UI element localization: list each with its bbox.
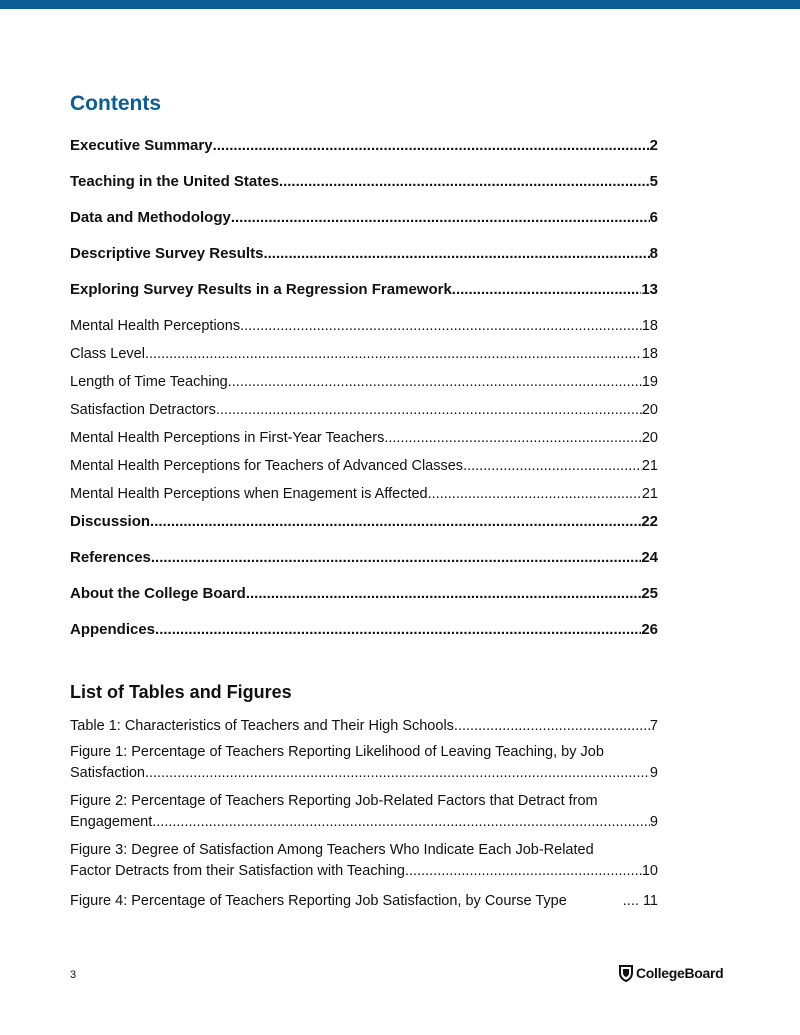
toc-entry-page: 20 [641,430,658,446]
dot-leader [145,342,642,366]
toc-entry-page: 25 [641,585,658,602]
toc-entry-title: Mental Health Perceptions when Enagement is Affected [70,486,428,502]
figure-entry-title-line2: Factor Detracts from their Satisfaction with Teaching [70,863,405,879]
figure-entry-page: 9 [649,814,658,830]
dot-leader: .... [622,893,639,909]
college-board-logo [618,964,723,982]
figure-entry-title-line1: Figure 1: Percentage of Teachers Reporting Likelihood of Leaving Teaching, by Job [70,744,604,760]
toc-entry-page: 21 [641,486,658,502]
dot-leader [428,482,642,506]
figure-entry-figure-1[interactable] [70,742,658,787]
toc-entry[interactable] [70,170,658,206]
figure-entry-figure-3[interactable] [70,840,658,885]
figure-entry-figure-2[interactable] [70,791,658,836]
figure-entry-page: 10 [641,863,658,879]
figure-entry-page: 11 [642,893,658,909]
toc-entry-title: Descriptive Survey Results [70,245,264,262]
dot-leader [213,134,650,158]
toc-entry-title: Satisfaction Detractors [70,402,216,418]
list-of-figures [70,714,658,913]
toc-entry-title: Mental Health Perceptions for Teachers of Advanced Classes [70,458,464,474]
logo-wordmark: CollegeBoard [636,965,724,981]
toc-entry[interactable] [70,134,658,170]
toc-entry-title: Class Level [70,346,145,362]
top-accent-bar [0,0,800,9]
dot-leader [263,242,649,266]
toc-entry-title: Length of Time Teaching [70,374,228,390]
toc-entry-page: 19 [641,374,658,390]
toc-entry-title: About the College Board [70,585,246,602]
toc-entry[interactable] [70,314,658,342]
toc-entry[interactable] [70,582,658,618]
toc-entry[interactable] [70,454,658,482]
dot-leader [145,763,650,784]
toc-entry-page: 20 [641,402,658,418]
figure-entry-table-1[interactable] [70,714,658,738]
dot-leader [405,861,642,882]
toc-entry[interactable] [70,342,658,370]
toc-entry-page: 6 [649,209,658,226]
toc-entry-title: Discussion [70,513,151,530]
toc-entry[interactable] [70,482,658,510]
figure-entry-title-line1: Figure 2: Percentage of Teachers Reporting Job-Related Factors that Detract from [70,793,598,809]
figures-heading: List of Tables and Figures [70,682,292,702]
dot-leader [216,398,642,422]
figure-entry-title: Table 1: Characteristics of Teachers and Their High Schools [70,718,454,734]
toc-entry-title: Mental Health Perceptions in First-Year Teachers [70,430,385,446]
toc-entry-page: 13 [641,281,658,298]
toc-entry-title: Executive Summary [70,137,213,154]
toc-entry-title: References [70,549,151,566]
figure-entry-title: Figure 4: Percentage of Teachers Reporting Job Satisfaction, by Course Type [70,893,567,909]
acorn-shield-icon [618,964,634,982]
dot-leader [384,426,642,450]
figure-entry-page: 7 [649,718,658,734]
figure-entry-figure-4[interactable] [70,889,658,913]
toc-entry[interactable] [70,278,658,314]
dot-leader [155,618,641,642]
toc-entry-page: 18 [641,318,658,334]
toc-entry[interactable] [70,618,658,654]
figure-entry-title-line1: Figure 3: Degree of Satisfaction Among Teachers Who Indicate Each Job-Related [70,842,594,858]
toc-entry-title: Exploring Survey Results in a Regression Framework [70,281,452,298]
dot-leader [452,278,642,302]
toc-entry-title: Data and Methodology [70,209,231,226]
dot-leader [151,546,641,570]
toc-entry-page: 26 [641,621,658,638]
toc-entry-page: 2 [649,137,658,154]
toc-entry[interactable] [70,426,658,454]
page-number: 3 [70,969,77,981]
figure-entry-title-line2: Engagement [70,814,153,830]
toc-entry-title: Teaching in the United States [70,173,279,190]
toc-entry-page: 24 [641,549,658,566]
figure-entry-title-line2: Satisfaction [70,765,145,781]
toc-entry-page: 5 [649,173,658,190]
dot-leader [454,714,650,738]
toc-entry-page: 21 [641,458,658,474]
toc-entry-page: 22 [641,513,658,530]
contents-heading: Contents [70,92,161,115]
toc-entry-page: 8 [649,245,658,262]
toc-entry-title: Mental Health Perceptions [70,318,241,334]
dot-leader [463,454,642,478]
toc-entry[interactable] [70,370,658,398]
figure-entry-page: 9 [649,765,658,781]
dot-leader [240,314,642,338]
dot-leader [228,370,642,394]
toc-entry[interactable] [70,398,658,426]
toc-entry-title: Appendices [70,621,156,638]
toc-entry-page: 18 [641,346,658,362]
dot-leader [246,582,641,606]
toc-entry[interactable] [70,206,658,242]
table-of-contents [70,134,658,654]
toc-entry[interactable] [70,242,658,278]
dot-leader [279,170,650,194]
toc-entry[interactable] [70,546,658,582]
toc-entry[interactable] [70,510,658,546]
dot-leader [150,510,641,534]
dot-leader [152,812,650,833]
dot-leader [231,206,650,230]
